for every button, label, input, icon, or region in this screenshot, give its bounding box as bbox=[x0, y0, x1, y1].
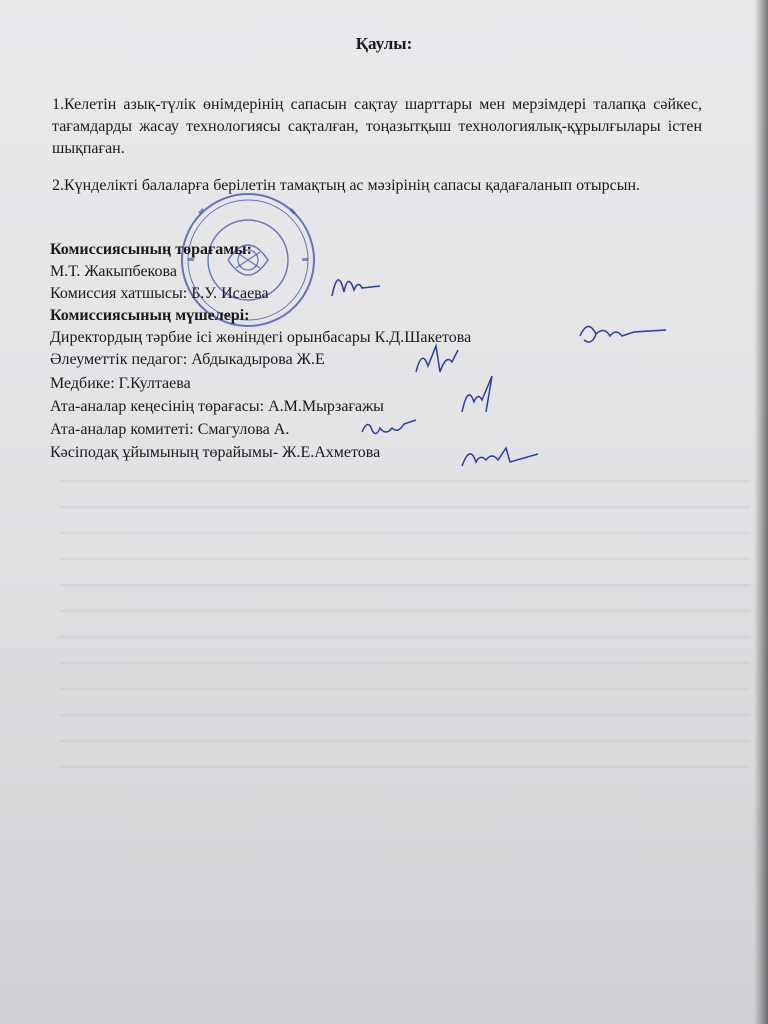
paper-edge-shadow bbox=[754, 0, 768, 1024]
signature-parents-council-chair bbox=[456, 372, 500, 418]
chairman-label: Комиссиясының төрағамы: bbox=[50, 241, 252, 258]
member-line: Ата-аналар комитеті: Смагулова А. bbox=[50, 421, 290, 438]
page-title: Қаулы: bbox=[355, 34, 413, 53]
secretary-line: Комиссия хатшысы: Б.У. Исаева bbox=[50, 285, 269, 302]
members-label: Комиссиясының мүшелері: bbox=[50, 307, 250, 324]
member-line: Әлеуметтік педагог: Абдыкадырова Ж.Е bbox=[50, 351, 325, 368]
signature-parents-committee bbox=[358, 414, 420, 444]
signature-secretary bbox=[328, 262, 384, 302]
resolution-paragraph-2: 2.Күнделікті балаларға берілетін тамақтың ас мәзірінің сапасы қадағаланып отырсын. bbox=[52, 177, 641, 194]
member-line: Кәсіподақ ұйымының төрайымы- Ж.Е.Ахметова bbox=[50, 444, 381, 461]
member-line: Ата-аналар кеңесінің төрағасы: А.М.Мырзағажы bbox=[50, 398, 384, 415]
signature-deputy-director bbox=[574, 316, 670, 350]
member-line: Директордың тәрбие ісі жөніндегі орынбасары К.Д.Шакетова bbox=[50, 329, 472, 346]
reverse-side-bleed-through bbox=[60, 480, 750, 810]
member-line: Медбике: Г.Култаева bbox=[50, 375, 191, 392]
chairman-name: М.Т. Жакыпбекова bbox=[50, 263, 177, 280]
signature-social-pedagogue bbox=[412, 342, 462, 378]
resolution-paragraph-1: 1.Келетін азық-түлік өнімдерінің сапасын сақтау шарттары мен мерзімдері талапқа сәйкес, тағамдарды жасау технологиясы сақталған, тоңазытқыш технологиялық-құрылғылары істен шықпаған. bbox=[52, 96, 702, 157]
signature-trade-union-chair bbox=[458, 440, 542, 472]
